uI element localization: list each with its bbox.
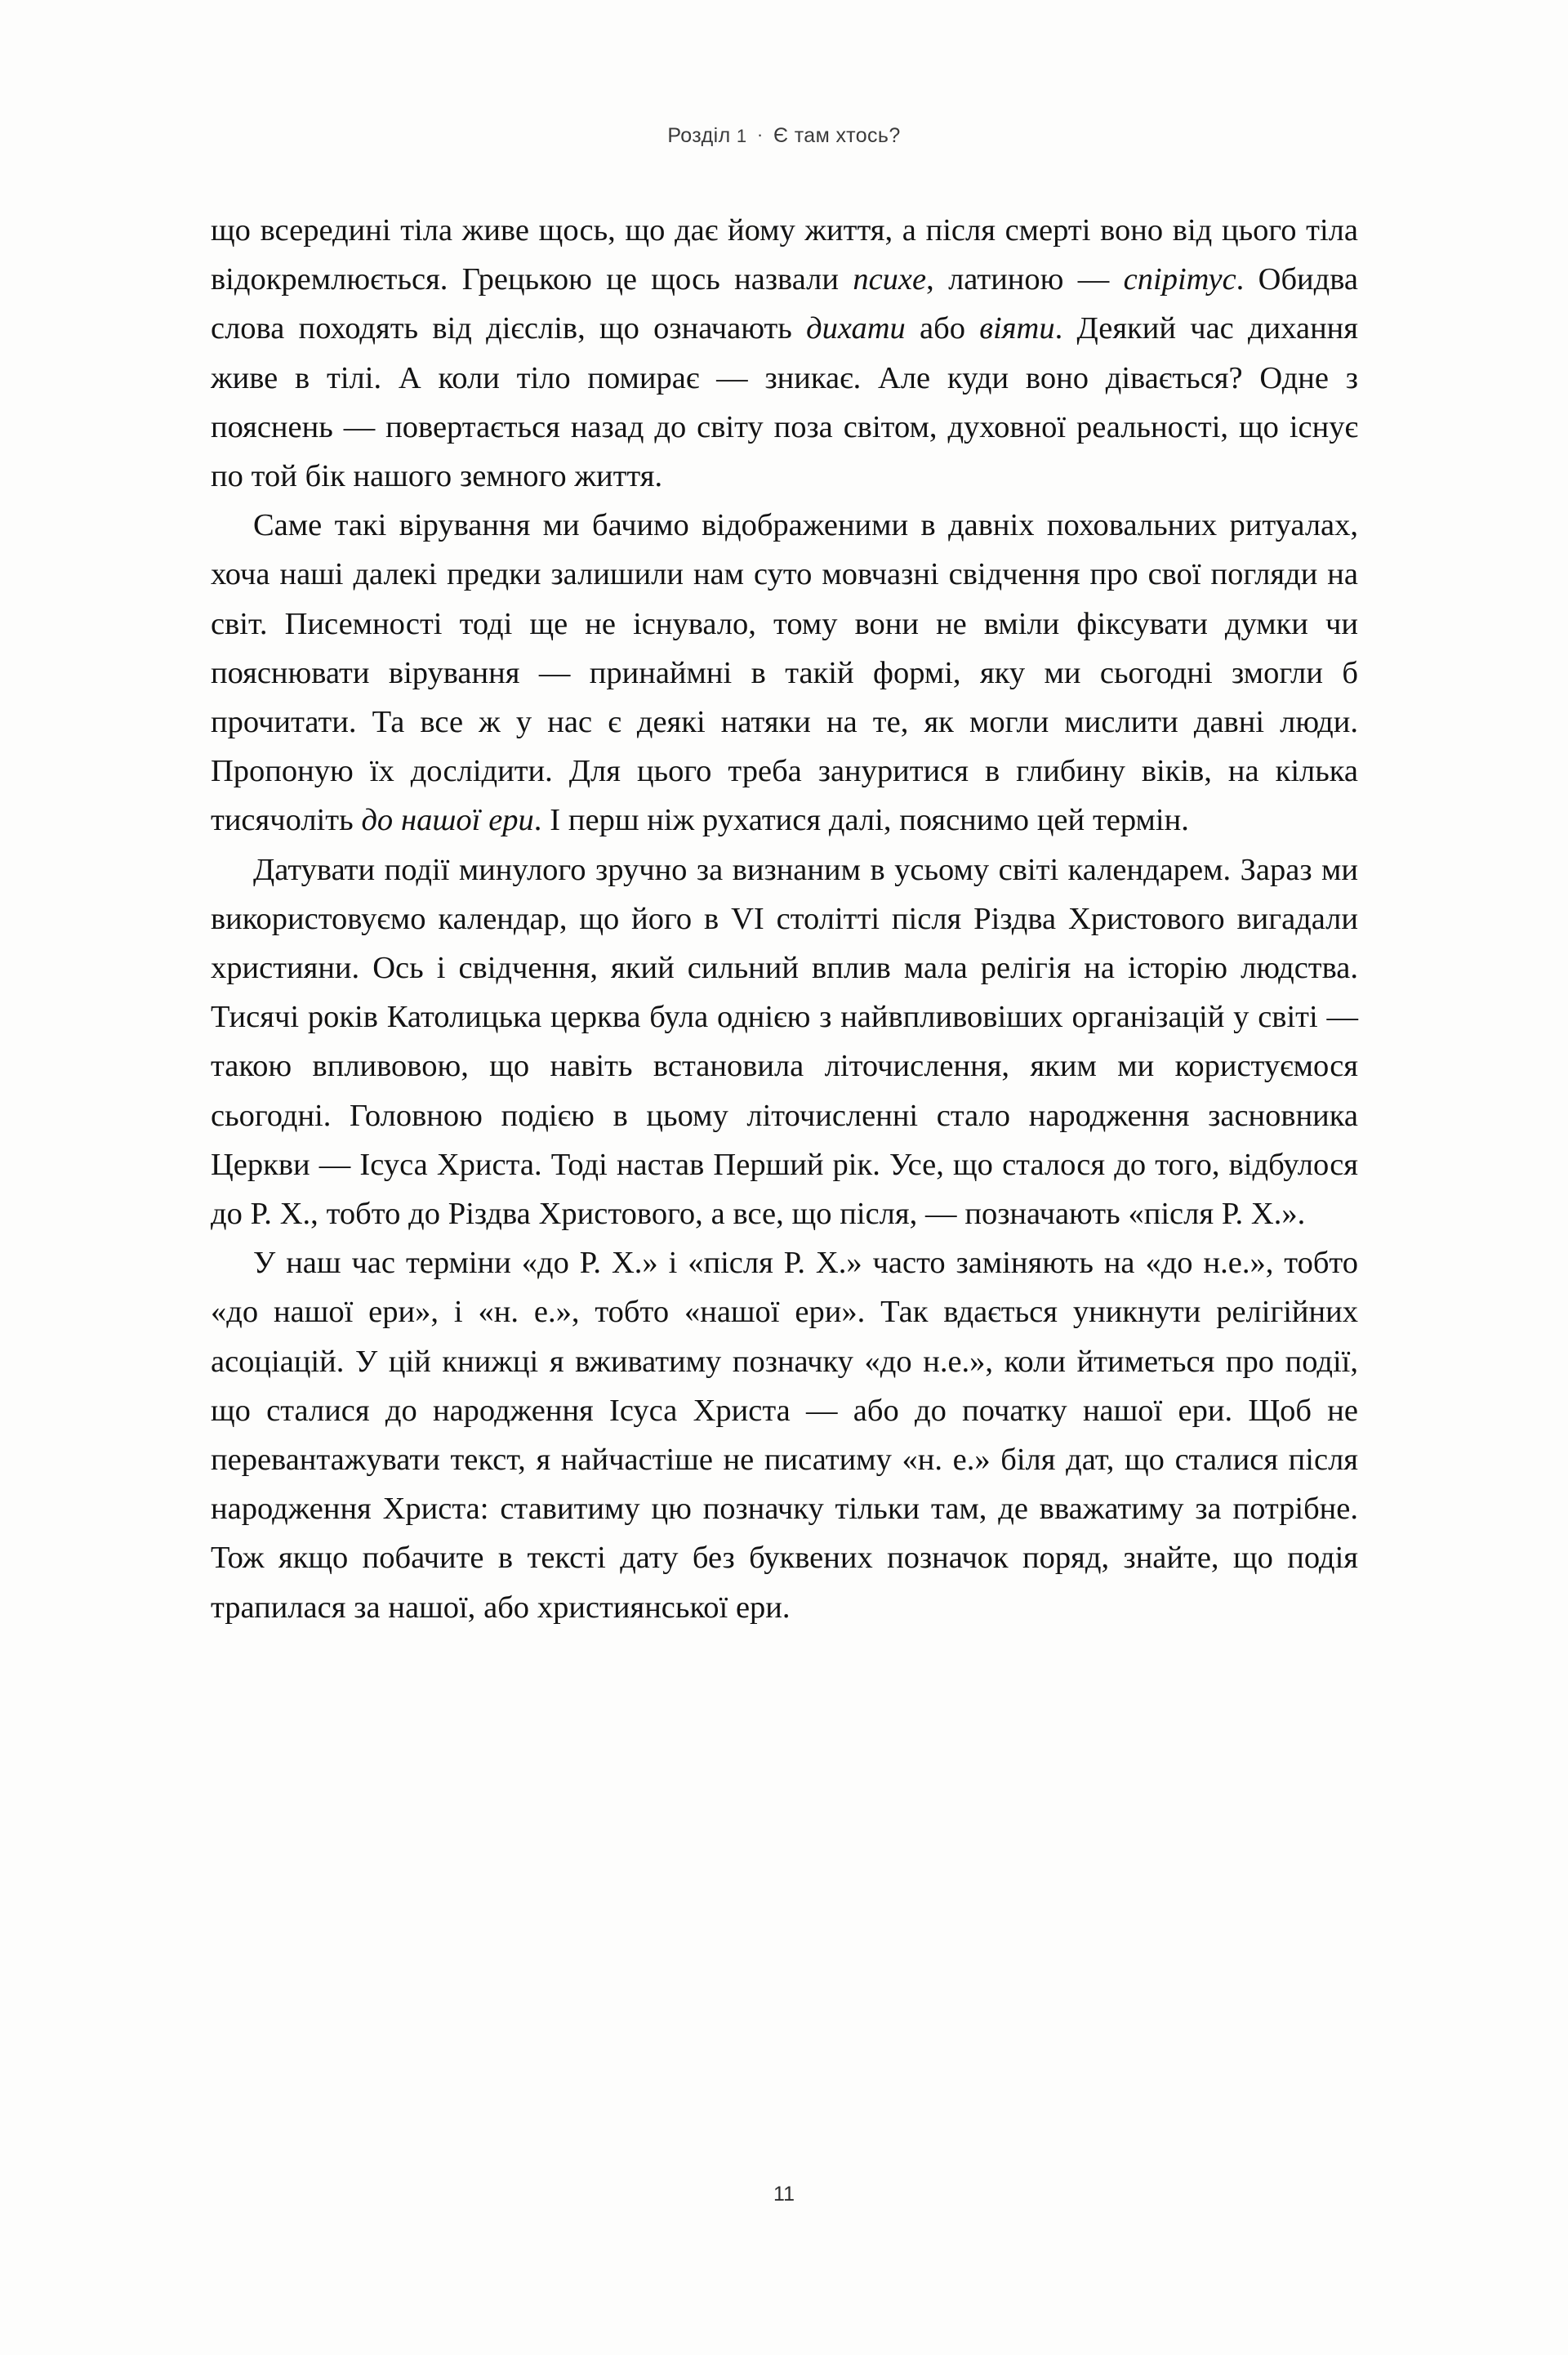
paragraph-1 <box>211 206 1358 501</box>
paragraph-1-run-7: віяти <box>979 311 1055 346</box>
running-header-chapter-title: Є там хтось? <box>773 124 901 147</box>
paragraph-1-run-3: спірітус <box>1123 262 1236 297</box>
paragraph-1-run-2: , латиною — <box>926 262 1124 297</box>
paragraph-1-run-6: або <box>905 311 980 346</box>
running-header-chapter-number: 1 <box>736 126 747 146</box>
page-number: 11 <box>773 2183 795 2206</box>
running-header-separator: · <box>756 124 764 145</box>
body-text-column <box>211 206 1358 1632</box>
paragraph-3 <box>211 845 1358 1239</box>
running-header-chapter-label: Розділ <box>667 124 731 147</box>
paragraph-2-run-2: . І перш ніж рухатися далі, пояснимо цей термін. <box>533 803 1189 838</box>
paragraph-2 <box>211 501 1358 845</box>
paragraph-2-run-1: до нашої ери <box>361 803 534 838</box>
paragraph-1-run-4: . Обидва слова походять від дієслів, що означають <box>211 262 1358 346</box>
running-header <box>0 124 1568 148</box>
paragraph-1-run-8: . Деякий час дихання живе в тілі. А коли тіло помирає — зникає. Але куди воно дівається? Одне з пояснень — повертається назад до світу поза світом, духовної реальності, що існує по той бік нашого земного життя. <box>211 311 1358 494</box>
paragraph-4-run-0: У наш час терміни «до Р. Х.» і «після Р. Х.» часто заміняють на «до н.е.», тобто «до нашої ери», і «н. е.», тобто «нашої ери». Так вдається уникнути релігійних асоціацій. У цій книжці я вживатиму позначку «до н.е.», коли йтиметься про події, що сталися до народження Ісуса Христа — або до початку нашої ери. Щоб не перевантажувати текст, я найчастіше не писатиму «н. е.» біля дат, що сталися після народження Христа: ставитиму цю позначку тільки там, де вважатиму за потрібне. Тож якщо побачите в тексті дату без буквених позначок поряд, знайте, що подія трапилася за нашої, або християнської ери. <box>211 1246 1358 1625</box>
paragraph-3-run-0: Датувати події минулого зручно за визнаним в усьому світі календарем. Зараз ми використовуємо календар, що його в VI столітті після Різдва Христового вигадали християни. Ось і свідчення, який сильний вплив мала релігія на історію людства. Тисячі років Католицька церква була однією з найвпливовіших організацій у світі — такою впливовою, що навіть встановила літочислення, яким ми користуємося сьогодні. Головною подією в цьому літочисленні стало народження засновника Церкви — Ісуса Христа. Тоді настав Перший рік. Усе, що сталося до того, відбулося до Р. Х., тобто до Різдва Христового, а все, що після, — позначають «після Р. Х.». <box>211 852 1358 1232</box>
paragraph-2-run-0: Саме такі вірування ми бачимо відображеними в давніх поховальних ритуалах, хоча наші далекі предки залишили нам суто мовчазні свідчення про свої погляди на світ. Писемності тоді ще не існувало, тому вони не вміли фіксувати думки чи пояснювати вірування — принаймні в такій формі, яку ми сьогодні змогли б прочитати. Та все ж у нас є деякі натяки на те, як могли мислити давні люди. Пропоную їх дослідити. Для цього треба зануритися в глибину віків, на кілька тисячоліть <box>211 508 1358 838</box>
paragraph-1-run-1: психе <box>853 262 927 297</box>
paragraph-4 <box>211 1238 1358 1632</box>
paragraph-1-run-0: що всередині тіла живе щось, що дає йому життя, а після смерті воно від цього тіла відокремлюється. Грецькою це щось назвали <box>211 213 1358 297</box>
paragraph-1-run-5: дихати <box>806 311 906 346</box>
